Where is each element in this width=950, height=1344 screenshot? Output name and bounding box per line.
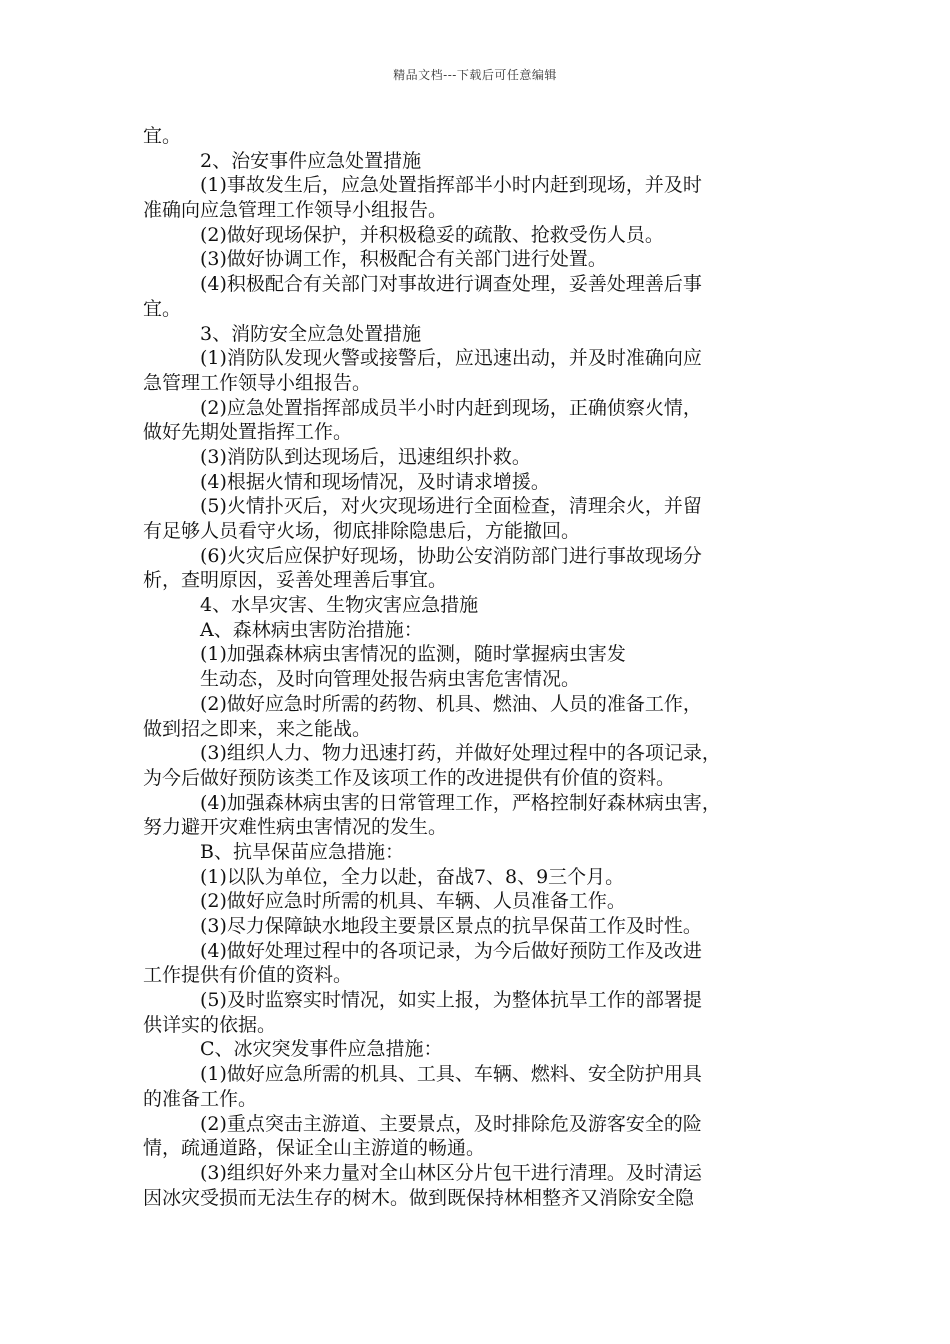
text-line: 工作提供有价值的资料。 <box>143 964 353 987</box>
text-line: 因冰灾受损而无法生存的树木。做到既保持林相整齐又消除安全隐 <box>143 1186 695 1209</box>
text-line: (4)根据火情和现场情况，及时请求增援。 <box>200 470 550 493</box>
text-line: (3)消防队到达现场后，迅速组织扑救。 <box>200 445 531 468</box>
text-line: (1)以队为单位，全力以赴，奋战7、8、9三个月。 <box>200 865 625 888</box>
text-line: 有足够人员看守火场，彻底排除隐患后，方能撤回。 <box>143 520 581 542</box>
text-line: (6)火灾后应保护好现场，协助公安消防部门进行事故现场分 <box>200 544 702 567</box>
text-line: 生动态，及时向管理处报告病虫害危害情况。 <box>200 668 581 691</box>
text-line: (2)做好应急时所需的机具、车辆、人员准备工作。 <box>200 890 626 913</box>
text-line: (1)消防队发现火警或接警后，应迅速出动，并及时准确向应 <box>200 347 702 370</box>
text-line: (5)火情扑灭后，对火灾现场进行全面检查，清理余火，并留 <box>200 495 702 518</box>
document-body <box>143 124 813 1210</box>
text-line: 为今后做好预防该类工作及该项工作的改进提供有价值的资料。 <box>143 766 676 789</box>
text-line: (4)做好处理过程中的各项记录，为今后做好预防工作及改进 <box>200 939 702 962</box>
text-line: 急管理工作领导小组报告。 <box>143 371 372 394</box>
text-line: (1)事故发生后，应急处置指挥部半小时内赶到现场，并及时 <box>200 174 702 197</box>
text-line: 努力避开灾难性病虫害情况的发生。 <box>143 816 448 839</box>
text-line: (2)做好应急时所需的药物、机具、燃油、人员的准备工作， <box>200 692 702 715</box>
text-line: 做好先期处置指挥工作。 <box>143 421 353 444</box>
text-line: A、森林病虫害防治措施： <box>200 618 423 641</box>
page-header: 精品文档---下载后可任意编辑 <box>393 68 557 82</box>
text-line: B、抗旱保苗应急措施： <box>200 840 404 863</box>
text-line: (3)尽力保障缺水地段主要景区景点的抗旱保苗工作及时性。 <box>200 915 702 937</box>
text-line: 准确向应急管理工作领导小组报告。 <box>143 199 448 222</box>
text-line: 宜。 <box>143 297 182 320</box>
text-line: (1)做好应急所需的机具、工具、车辆、燃料、安全防护用具 <box>200 1063 702 1086</box>
text-line: (1)加强森林病虫害情况的监测，随时掌握病虫害发 <box>200 643 626 666</box>
text-line: 情，疏通道路，保证全山主游道的畅通。 <box>143 1137 486 1160</box>
text-line: (3)做好协调工作，积极配合有关部门进行处置。 <box>200 248 607 271</box>
text-line: (3)组织人力、物力迅速打药，并做好处理过程中的各项记录， <box>200 742 721 765</box>
text-line: (2)重点突击主游道、主要景点，及时排除危及游客安全的险 <box>200 1112 702 1135</box>
text-line: (2)做好现场保护，并积极稳妥的疏散、抢救受伤人员。 <box>200 223 664 246</box>
text-line: (2)应急处置指挥部成员半小时内赶到现场，正确侦察火情， <box>200 396 702 419</box>
text-line: 析，查明原因，妥善处理善后事宜。 <box>143 569 448 592</box>
text-line: C、冰灾突发事件应急措施： <box>200 1038 443 1061</box>
text-line: 的准备工作。 <box>143 1087 258 1110</box>
text-line: 做到招之即来，来之能战。 <box>143 717 372 740</box>
text-line: 4、水旱灾害、生物灾害应急措施 <box>200 594 479 617</box>
text-line: 3、消防安全应急处置措施 <box>200 322 422 345</box>
text-line: (4)积极配合有关部门对事故进行调查处理，妥善处理善后事 <box>200 273 702 296</box>
text-line: 2、治安事件应急处置措施 <box>200 149 422 172</box>
text-line: (5)及时监察实时情况，如实上报，为整体抗旱工作的部署提 <box>200 989 702 1012</box>
text-line: 供详实的依据。 <box>143 1013 277 1036</box>
text-line: (4)加强森林病虫害的日常管理工作，严格控制好森林病虫害， <box>200 791 721 814</box>
text-line: (3)组织好外来力量对全山林区分片包干进行清理。及时清运 <box>200 1161 702 1184</box>
text-line: 宜。 <box>143 125 182 147</box>
